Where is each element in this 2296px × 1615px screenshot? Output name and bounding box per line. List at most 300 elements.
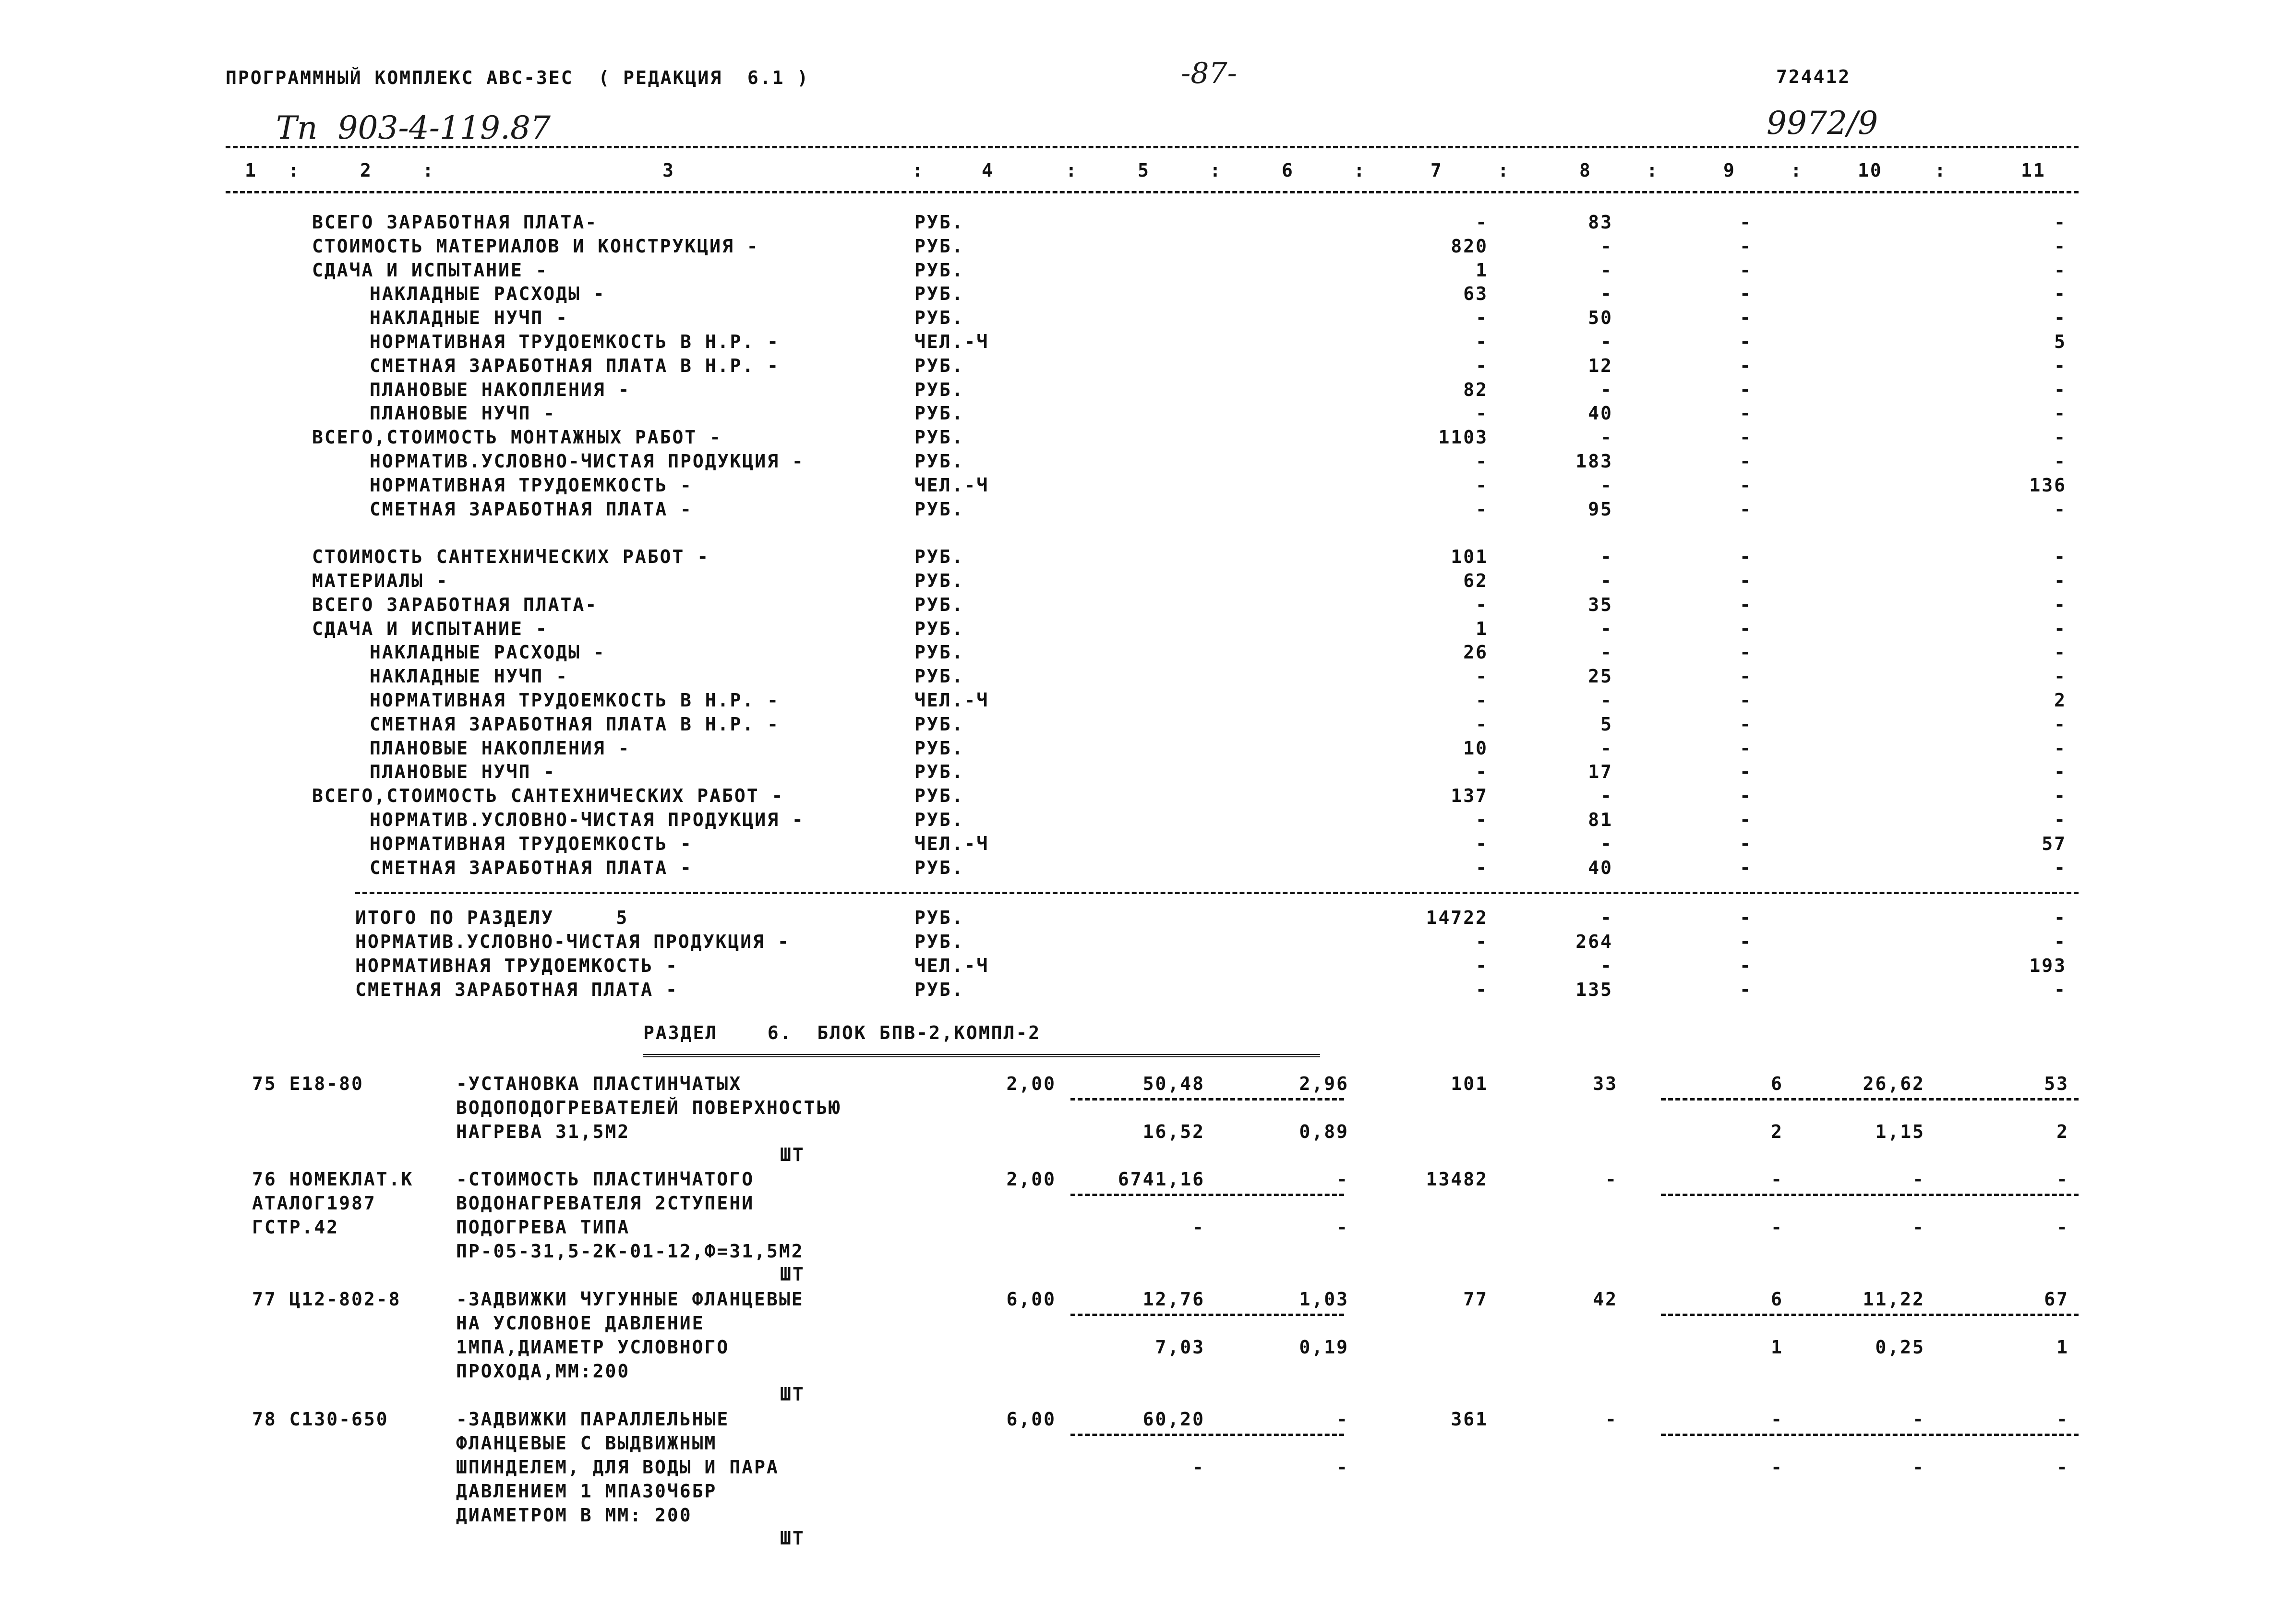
summary-label: СМЕТНАЯ ЗАРАБОТНАЯ ПЛАТА - — [370, 857, 693, 878]
summary-unit: РУБ. — [914, 212, 964, 233]
item-col9-total: 6 — [1771, 1289, 1783, 1310]
column-header-label: : — [422, 160, 435, 181]
summary-label: ВСЕГО ЗАРАБОТНАЯ ПЛАТА- — [312, 594, 598, 615]
summary-label: НОРМАТИВНАЯ ТРУДОЕМКОСТЬ В Н.Р. - — [370, 331, 780, 352]
item-unit: ШТ — [780, 1528, 805, 1549]
item-col11-total: - — [2056, 1169, 2069, 1190]
summary-col7: - — [1476, 666, 1488, 687]
item-subtotal-rule — [1070, 1314, 1344, 1316]
summary-col8: - — [1600, 642, 1613, 663]
summary-col8: - — [1600, 570, 1613, 591]
summary-unit: РУБ. — [914, 642, 964, 663]
summary-col11: - — [2054, 451, 2067, 472]
item-subtotal-rule — [1661, 1434, 2079, 1436]
summary-col8: - — [1600, 427, 1613, 448]
summary-label: НАКЛАДНЫЕ НУЧП - — [370, 307, 569, 329]
summary-unit: РУБ. — [914, 785, 964, 807]
total-label: НОРМАТИВНАЯ ТРУДОЕМКОСТЬ - — [355, 955, 678, 976]
item-subtotal-rule — [1661, 1314, 2079, 1316]
summary-label: СДАЧА И ИСПЫТАНИЕ - — [312, 259, 548, 281]
item-description: -УСТАНОВКА ПЛАСТИНЧАТЫХ — [456, 1073, 742, 1094]
item-col9-total: - — [1771, 1169, 1783, 1190]
item-col7: 13482 — [1426, 1169, 1488, 1190]
summary-col11: - — [2054, 594, 2067, 615]
summary-unit: ЧЕЛ.-Ч — [914, 833, 989, 854]
item-col8: 33 — [1593, 1073, 1618, 1094]
column-header-label: 6 — [1282, 160, 1294, 181]
summary-col8: 40 — [1588, 857, 1613, 878]
summary-unit: РУБ. — [914, 403, 964, 424]
summary-col9: - — [1740, 666, 1752, 687]
summary-label: ВСЕГО,СТОИМОСТЬ САНТЕХНИЧЕСКИХ РАБОТ - — [312, 785, 784, 807]
item-code: АТАЛОГ1987 — [252, 1193, 376, 1214]
summary-col9: - — [1740, 451, 1752, 472]
summary-col9: - — [1740, 690, 1752, 711]
summary-col11: - — [2054, 618, 2067, 639]
summary-unit: РУБ. — [914, 498, 964, 520]
item-col9-total: 6 — [1771, 1073, 1783, 1094]
column-header-label: 7 — [1430, 160, 1443, 181]
item-col10-wage: 1,15 — [1875, 1121, 1925, 1142]
column-header-label: : — [1354, 160, 1366, 181]
program-header: ПРОГРАММНЫЙ КОМПЛЕКС АВС-3ЕС ( РЕДАКЦИЯ 6.1 ) — [226, 67, 810, 88]
column-header-label: : — [912, 160, 925, 181]
summary-col11: 2 — [2054, 690, 2067, 711]
item-col7: 361 — [1451, 1409, 1488, 1430]
item-description: ДИАМЕТРОМ В ММ: 200 — [456, 1505, 692, 1526]
item-subtotal-rule — [1661, 1194, 2079, 1196]
item-col9-wage: - — [1771, 1217, 1783, 1238]
item-col11-wage: - — [2056, 1457, 2069, 1478]
summary-col9: - — [1740, 235, 1752, 257]
section6-title: РАЗДЕЛ 6. БЛОК БПВ-2,КОМПЛ-2 — [643, 1022, 1041, 1043]
total-col8: 264 — [1575, 931, 1613, 952]
summary-col11: - — [2054, 785, 2067, 807]
summary-col11: - — [2054, 283, 2067, 305]
summary-col7: - — [1476, 451, 1488, 472]
item-description: ВОДОНАГРЕВАТЕЛЯ 2СТУПЕНИ — [456, 1193, 755, 1214]
summary-col8: - — [1600, 474, 1613, 496]
summary-col8: 25 — [1588, 666, 1613, 687]
item-col11-wage: - — [2056, 1217, 2069, 1238]
item-col11-wage: 1 — [2056, 1337, 2069, 1358]
summary-col8: - — [1600, 283, 1613, 305]
summary-col7: 1103 — [1438, 427, 1488, 448]
summary-label: НОРМАТИВНАЯ ТРУДОЕМКОСТЬ - — [370, 474, 693, 496]
item-quantity: 6,00 — [1006, 1289, 1056, 1310]
summary-unit: РУБ. — [914, 283, 964, 305]
item-description: ФЛАНЦЕВЫЕ С ВЫДВИЖНЫМ — [456, 1433, 717, 1454]
item-description: НА УСЛОВНОЕ ДАВЛЕНИЕ — [456, 1313, 705, 1334]
item-col6-wage: - — [1336, 1457, 1349, 1478]
summary-col8: - — [1600, 833, 1613, 854]
total-col11: - — [2054, 907, 2067, 928]
summary-unit: РУБ. — [914, 259, 964, 281]
summary-col7: - — [1476, 212, 1488, 233]
summary-col11: 136 — [2029, 474, 2067, 496]
summary-col7: 82 — [1463, 379, 1488, 400]
summary-col8: - — [1600, 618, 1613, 639]
summary-col8: 95 — [1588, 498, 1613, 520]
summary-label: НОРМАТИВНАЯ ТРУДОЕМКОСТЬ В Н.Р. - — [370, 690, 780, 711]
summary-col8: 81 — [1588, 809, 1613, 830]
summary-col7: - — [1476, 331, 1488, 352]
summary-col7: - — [1476, 307, 1488, 329]
summary-col11: - — [2054, 666, 2067, 687]
summary-col9: - — [1740, 259, 1752, 281]
item-col5-wage: - — [1192, 1217, 1205, 1238]
item-code: ГСТР.42 — [252, 1217, 339, 1238]
summary-unit: РУБ. — [914, 666, 964, 687]
column-header-label: 11 — [2021, 160, 2046, 181]
summary-label: СМЕТНАЯ ЗАРАБОТНАЯ ПЛАТА В Н.Р. - — [370, 355, 780, 376]
item-col10-total: - — [1912, 1409, 1925, 1430]
column-header-label: 5 — [1138, 160, 1150, 181]
total-unit: РУБ. — [914, 907, 964, 928]
item-description: -СТОИМОСТЬ ПЛАСТИНЧАТОГО — [456, 1169, 755, 1190]
summary-col9: - — [1740, 594, 1752, 615]
project-number: Тп 903-4-119.87 — [276, 109, 551, 146]
summary-unit: РУБ. — [914, 546, 964, 568]
item-col7: 77 — [1463, 1289, 1488, 1310]
item-description: НАГРЕВА 31,5М2 — [456, 1121, 630, 1142]
total-label: НОРМАТИВ.УСЛОВНО-ЧИСТАЯ ПРОДУКЦИЯ - — [355, 931, 790, 952]
item-unit: ШТ — [780, 1384, 805, 1405]
summary-col8: 35 — [1588, 594, 1613, 615]
summary-col9: - — [1740, 761, 1752, 783]
summary-label: НАКЛАДНЫЕ РАСХОДЫ - — [370, 642, 606, 663]
total-col9: - — [1740, 931, 1752, 952]
summary-col9: - — [1740, 331, 1752, 352]
summary-col8: - — [1600, 546, 1613, 568]
total-col11: - — [2054, 931, 2067, 952]
item-subtotal-rule — [1070, 1434, 1344, 1436]
summary-col8: 5 — [1600, 713, 1613, 735]
summary-label: СМЕТНАЯ ЗАРАБОТНАЯ ПЛАТА В Н.Р. - — [370, 713, 780, 735]
summary-col7: - — [1476, 498, 1488, 520]
total-col7: 14722 — [1426, 907, 1488, 928]
summary-label: НАКЛАДНЫЕ НУЧП - — [370, 666, 569, 687]
item-col10-wage: 0,25 — [1875, 1337, 1925, 1358]
item-col6-wage: - — [1336, 1217, 1349, 1238]
item-col7: 101 — [1451, 1073, 1488, 1094]
item-col6-wage: 0,89 — [1299, 1121, 1349, 1142]
item-col5-total: 50,48 — [1142, 1073, 1205, 1094]
column-header-label: : — [1210, 160, 1222, 181]
summary-col7: 1 — [1476, 259, 1488, 281]
summary-unit: РУБ. — [914, 761, 964, 783]
column-header-label: : — [1066, 160, 1078, 181]
summary-label: НАКЛАДНЫЕ РАСХОДЫ - — [370, 283, 606, 305]
total-col11: 193 — [2029, 955, 2067, 976]
summary-col7: 26 — [1463, 642, 1488, 663]
total-col9: - — [1740, 907, 1752, 928]
summary-col7: 10 — [1463, 737, 1488, 759]
summary-col9: - — [1740, 785, 1752, 807]
summary-label: ВСЕГО ЗАРАБОТНАЯ ПЛАТА- — [312, 212, 598, 233]
item-col5-wage: 7,03 — [1155, 1337, 1205, 1358]
summary-label: ПЛАНОВЫЕ НУЧП - — [370, 761, 556, 783]
item-code: 76 НОМЕКЛАТ.К — [252, 1169, 414, 1190]
summary-col9: - — [1740, 498, 1752, 520]
summary-unit: РУБ. — [914, 713, 964, 735]
summary-col8: 183 — [1575, 451, 1613, 472]
column-header-label: 8 — [1579, 160, 1592, 181]
summary-unit: РУБ. — [914, 737, 964, 759]
summary-col8: - — [1600, 235, 1613, 257]
header-rule-top — [226, 146, 2079, 148]
item-col6-wage: 0,19 — [1299, 1337, 1349, 1358]
item-col5-total: 6741,16 — [1118, 1169, 1205, 1190]
summary-col7: 1 — [1476, 618, 1488, 639]
summary-col11: - — [2054, 427, 2067, 448]
summary-col11: - — [2054, 403, 2067, 424]
summary-col7: - — [1476, 355, 1488, 376]
total-col7: - — [1476, 931, 1488, 952]
summary-unit: РУБ. — [914, 235, 964, 257]
item-description: ПР-05-31,5-2К-01-12,Ф=31,5М2 — [456, 1241, 804, 1262]
summary-col9: - — [1740, 355, 1752, 376]
summary-col9: - — [1740, 427, 1752, 448]
item-col10-wage: - — [1912, 1217, 1925, 1238]
summary-col9: - — [1740, 642, 1752, 663]
summary-col7: - — [1476, 761, 1488, 783]
total-col7: - — [1476, 979, 1488, 1000]
summary-col9: - — [1740, 809, 1752, 830]
summary-col7: - — [1476, 713, 1488, 735]
summary-col8: 12 — [1588, 355, 1613, 376]
column-header-label: : — [288, 160, 301, 181]
summary-col7: - — [1476, 594, 1488, 615]
item-col5-wage: - — [1192, 1457, 1205, 1478]
summary-unit: ЧЕЛ.-Ч — [914, 690, 989, 711]
sheet-number: 9972/9 — [1767, 105, 1878, 142]
summary-col11: - — [2054, 212, 2067, 233]
item-col8: - — [1605, 1169, 1618, 1190]
item-subtotal-rule — [1070, 1194, 1344, 1196]
summary-label: НОРМАТИВ.УСЛОВНО-ЧИСТАЯ ПРОДУКЦИЯ - — [370, 451, 805, 472]
item-col9-wage: - — [1771, 1457, 1783, 1478]
summary-col9: - — [1740, 307, 1752, 329]
summary-col11: - — [2054, 713, 2067, 735]
item-col9-wage: 1 — [1771, 1337, 1783, 1358]
summary-unit: ЧЕЛ.-Ч — [914, 331, 989, 352]
column-header-label: : — [1647, 160, 1659, 181]
summary-col7: - — [1476, 403, 1488, 424]
column-header-label: 9 — [1723, 160, 1736, 181]
item-col10-wage: - — [1912, 1457, 1925, 1478]
item-description: 1МПА,ДИАМЕТР УСЛОВНОГО — [456, 1337, 730, 1358]
total-col7: - — [1476, 955, 1488, 976]
summary-col8: 40 — [1588, 403, 1613, 424]
item-col8: 42 — [1593, 1289, 1618, 1310]
section6-title-underline — [643, 1054, 1320, 1057]
summary-unit: РУБ. — [914, 451, 964, 472]
summary-col7: 137 — [1451, 785, 1488, 807]
item-col9-wage: 2 — [1771, 1121, 1783, 1142]
item-col11-total: 67 — [2044, 1289, 2069, 1310]
summary-col8: - — [1600, 259, 1613, 281]
total-label: СМЕТНАЯ ЗАРАБОТНАЯ ПЛАТА - — [355, 979, 678, 1000]
summary-label: НОРМАТИВ.УСЛОВНО-ЧИСТАЯ ПРОДУКЦИЯ - — [370, 809, 805, 830]
item-code: 78 С130-650 — [252, 1409, 389, 1430]
column-header-label: 10 — [1858, 160, 1883, 181]
item-description: ВОДОПОДОГРЕВАТЕЛЕЙ ПОВЕРХНОСТЬЮ — [456, 1097, 841, 1118]
summary-col11: - — [2054, 761, 2067, 783]
column-header-label: 4 — [982, 160, 994, 181]
summary-col8: - — [1600, 690, 1613, 711]
item-description: ДАВЛЕНИЕМ 1 МПА30Ч6БР — [456, 1481, 717, 1502]
item-description: ПОДОГРЕВА ТИПА — [456, 1217, 630, 1238]
summary-col7: - — [1476, 833, 1488, 854]
summary-col9: - — [1740, 474, 1752, 496]
item-col10-total: 11,22 — [1863, 1289, 1925, 1310]
column-header-label: 1 — [245, 160, 257, 181]
column-header-label: 3 — [662, 160, 675, 181]
summary-col9: - — [1740, 833, 1752, 854]
summary-label: СТОИМОСТЬ МАТЕРИАЛОВ И КОНСТРУКЦИЯ - — [312, 235, 759, 257]
summary-unit: РУБ. — [914, 379, 964, 400]
item-col11-wage: 2 — [2056, 1121, 2069, 1142]
summary-unit: РУБ. — [914, 427, 964, 448]
item-col6-total: - — [1336, 1409, 1349, 1430]
summary-col11: - — [2054, 642, 2067, 663]
item-col6-total: - — [1336, 1169, 1349, 1190]
summary-label: СМЕТНАЯ ЗАРАБОТНАЯ ПЛАТА - — [370, 498, 693, 520]
total-unit: РУБ. — [914, 931, 964, 952]
item-description: ПРОХОДА,ММ:200 — [456, 1361, 630, 1382]
summary-col7: 820 — [1451, 235, 1488, 257]
item-col5-total: 12,76 — [1142, 1289, 1205, 1310]
summary-label: СТОИМОСТЬ САНТЕХНИЧЕСКИХ РАБОТ - — [312, 546, 710, 568]
page-number: -87- — [1181, 57, 1237, 90]
summary-unit: ЧЕЛ.-Ч — [914, 474, 989, 496]
total-col8: 135 — [1575, 979, 1613, 1000]
total-col9: - — [1740, 979, 1752, 1000]
summary-label: МАТЕРИАЛЫ - — [312, 570, 449, 591]
column-header-label: 2 — [360, 160, 373, 181]
item-code: 77 Ц12-802-8 — [252, 1289, 401, 1310]
item-subtotal-rule — [1661, 1098, 2079, 1101]
summary-col8: - — [1600, 379, 1613, 400]
column-header-label: : — [1791, 160, 1803, 181]
item-col8: - — [1605, 1409, 1618, 1430]
item-unit: ШТ — [780, 1144, 805, 1165]
summary-col8: 83 — [1588, 212, 1613, 233]
summary-col9: - — [1740, 283, 1752, 305]
summary-unit: РУБ. — [914, 857, 964, 878]
summary-col9: - — [1740, 618, 1752, 639]
section-total-rule — [355, 892, 2079, 894]
item-col6-total: 2,96 — [1299, 1073, 1349, 1094]
item-col10-total: 26,62 — [1863, 1073, 1925, 1094]
summary-unit: РУБ. — [914, 307, 964, 329]
summary-col8: 17 — [1588, 761, 1613, 783]
item-quantity: 2,00 — [1006, 1073, 1056, 1094]
summary-col11: - — [2054, 546, 2067, 568]
summary-col11: - — [2054, 857, 2067, 878]
summary-col9: - — [1740, 857, 1752, 878]
item-col10-total: - — [1912, 1169, 1925, 1190]
summary-unit: РУБ. — [914, 618, 964, 639]
summary-col7: 63 — [1463, 283, 1488, 305]
item-quantity: 2,00 — [1006, 1169, 1056, 1190]
summary-col8: - — [1600, 785, 1613, 807]
summary-col8: - — [1600, 331, 1613, 352]
item-col5-wage: 16,52 — [1142, 1121, 1205, 1142]
summary-col11: - — [2054, 235, 2067, 257]
summary-col11: - — [2054, 259, 2067, 281]
summary-col8: 50 — [1588, 307, 1613, 329]
summary-unit: РУБ. — [914, 570, 964, 591]
summary-col9: - — [1740, 403, 1752, 424]
summary-col9: - — [1740, 570, 1752, 591]
header-rule-bottom — [226, 191, 2079, 193]
summary-col11: - — [2054, 307, 2067, 329]
summary-col7: - — [1476, 474, 1488, 496]
summary-col11: - — [2054, 737, 2067, 759]
summary-col11: - — [2054, 809, 2067, 830]
summary-unit: РУБ. — [914, 594, 964, 615]
summary-col11: - — [2054, 379, 2067, 400]
total-col11: - — [2054, 979, 2067, 1000]
total-col8: - — [1600, 907, 1613, 928]
item-col11-total: - — [2056, 1409, 2069, 1430]
summary-col11: - — [2054, 570, 2067, 591]
summary-col7: 62 — [1463, 570, 1488, 591]
item-subtotal-rule — [1070, 1098, 1344, 1101]
item-code: 75 Е18-80 — [252, 1073, 364, 1094]
summary-col9: - — [1740, 713, 1752, 735]
summary-label: ВСЕГО,СТОИМОСТЬ МОНТАЖНЫХ РАБОТ - — [312, 427, 722, 448]
item-quantity: 6,00 — [1006, 1409, 1056, 1430]
summary-label: НОРМАТИВНАЯ ТРУДОЕМКОСТЬ - — [370, 833, 693, 854]
item-col5-total: 60,20 — [1142, 1409, 1205, 1430]
summary-col7: 101 — [1451, 546, 1488, 568]
summary-unit: РУБ. — [914, 809, 964, 830]
item-col6-total: 1,03 — [1299, 1289, 1349, 1310]
total-unit: ЧЕЛ.-Ч — [914, 955, 989, 976]
summary-label: ПЛАНОВЫЕ НАКОПЛЕНИЯ - — [370, 737, 631, 759]
summary-col9: - — [1740, 546, 1752, 568]
summary-col9: - — [1740, 212, 1752, 233]
total-col8: - — [1600, 955, 1613, 976]
summary-label: СДАЧА И ИСПЫТАНИЕ - — [312, 618, 548, 639]
document-code: 724412 — [1776, 66, 1851, 87]
column-header-label: : — [1935, 160, 1947, 181]
summary-label: ПЛАНОВЫЕ НАКОПЛЕНИЯ - — [370, 379, 631, 400]
column-header-label: : — [1498, 160, 1510, 181]
summary-col7: - — [1476, 809, 1488, 830]
item-description: -ЗАДВИЖКИ ПАРАЛЛЕЛЬНЫЕ — [456, 1409, 730, 1430]
summary-col7: - — [1476, 857, 1488, 878]
summary-label: ПЛАНОВЫЕ НУЧП - — [370, 403, 556, 424]
summary-unit: РУБ. — [914, 355, 964, 376]
summary-col11: 5 — [2054, 331, 2067, 352]
summary-col9: - — [1740, 737, 1752, 759]
item-description: -ЗАДВИЖКИ ЧУГУННЫЕ ФЛАНЦЕВЫЕ — [456, 1289, 804, 1310]
item-unit: ШТ — [780, 1264, 805, 1285]
total-col9: - — [1740, 955, 1752, 976]
item-description: ШПИНДЕЛЕМ, ДЛЯ ВОДЫ И ПАРА — [456, 1457, 779, 1478]
summary-col7: - — [1476, 690, 1488, 711]
summary-col11: - — [2054, 498, 2067, 520]
total-unit: РУБ. — [914, 979, 964, 1000]
summary-col9: - — [1740, 379, 1752, 400]
summary-col11: - — [2054, 355, 2067, 376]
item-col9-total: - — [1771, 1409, 1783, 1430]
summary-col8: - — [1600, 737, 1613, 759]
